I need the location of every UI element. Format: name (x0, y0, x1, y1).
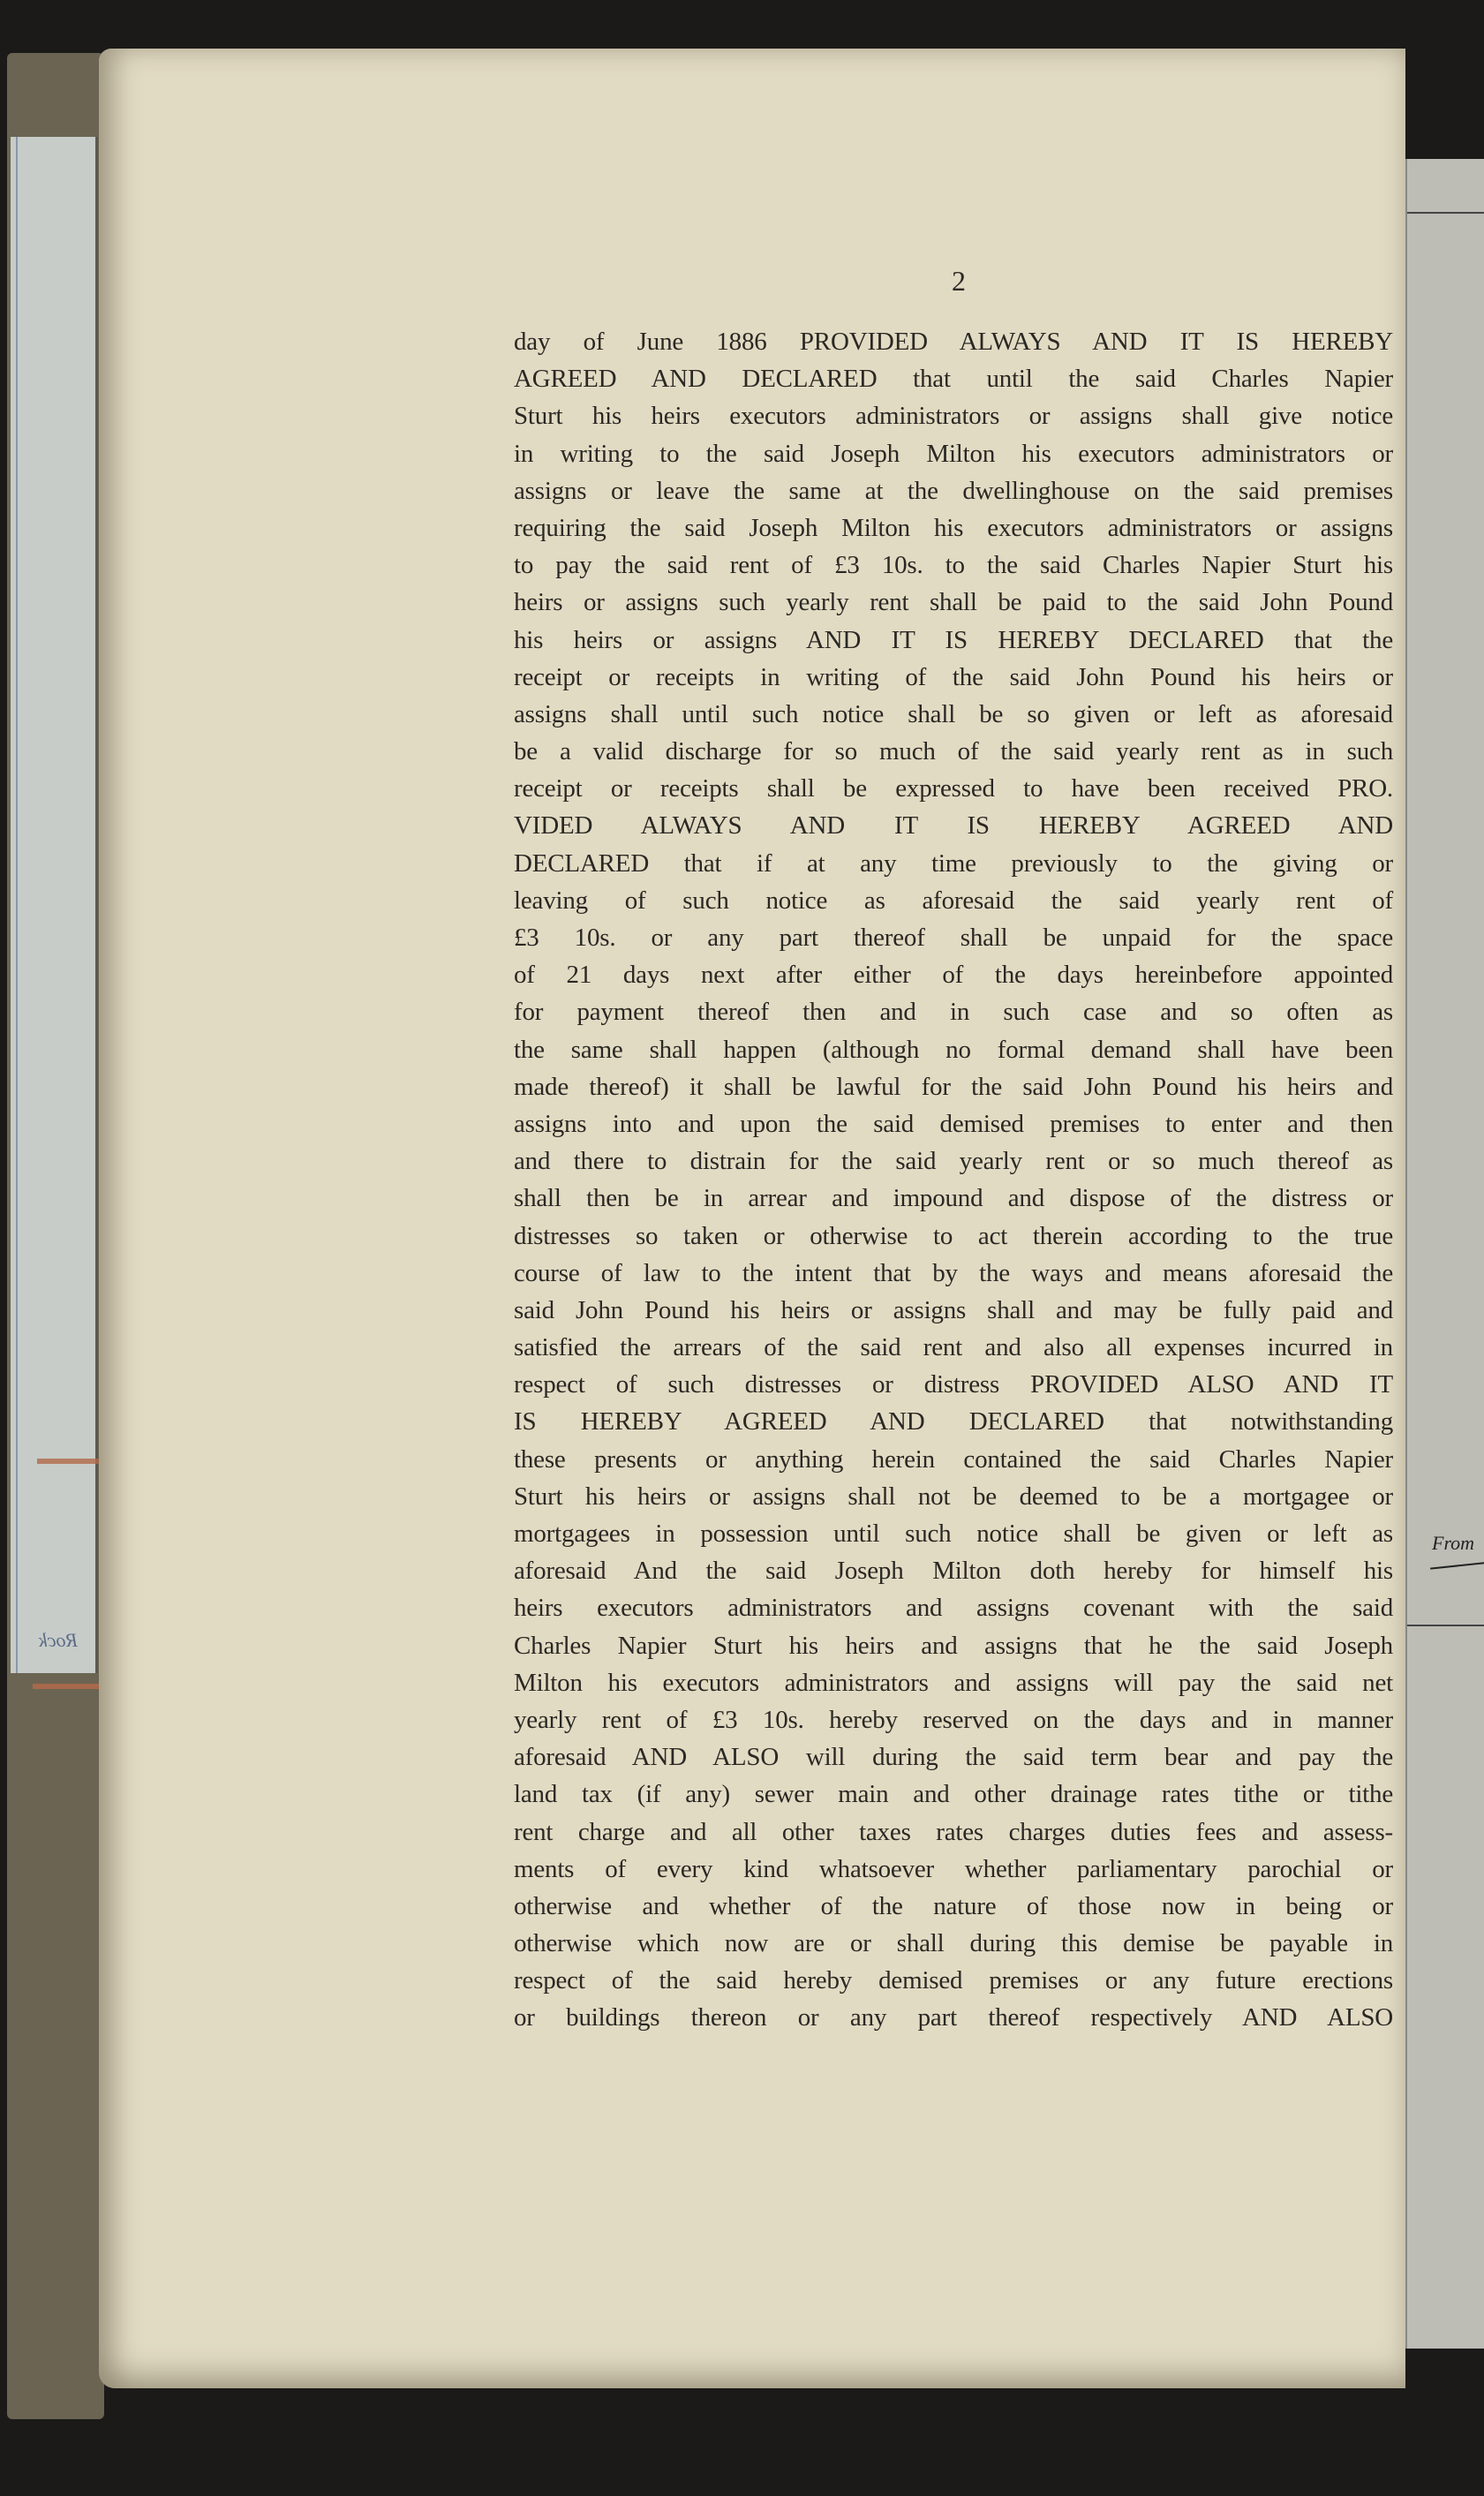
text-line: said John Pound his heirs or assigns shall and may be fully paid and (514, 1295, 1393, 1324)
text-line: satisfied the arrears of the said rent and also all expenses incurred in (514, 1333, 1393, 1362)
text-line: receipt or receipts shall be expressed to have been received PRO. (514, 774, 1393, 803)
text-line: in writing to the said Joseph Milton his executors administrators or (514, 439, 1393, 468)
text-line: Sturt his heirs executors administrators or assigns shall give notice (514, 402, 1393, 431)
handwritten-note: From (1432, 1532, 1475, 1554)
text-line: distresses so taken or otherwise to act therein according to the true (514, 1221, 1393, 1250)
text-line: assigns or leave the same at the dwellinghouse on the said premises (514, 476, 1393, 505)
document-body-text (514, 323, 1393, 2037)
text-line: assigns into and upon the said demised premises to enter and then (514, 1109, 1393, 1138)
text-line: Milton his executors administrators and assigns will pay the said net (514, 1668, 1393, 1697)
text-line: to pay the said rent of £3 10s. to the said Charles Napier Sturt his (514, 551, 1393, 580)
text-line: the same shall happen (although no formal demand shall have been (514, 1035, 1393, 1064)
text-line: respect of the said hereby demised premises or any future erections (514, 1966, 1393, 1995)
text-line: otherwise which now are or shall during this demise be payable in (514, 1929, 1393, 1958)
text-line: requiring the said Joseph Milton his executors administrators or assigns (514, 513, 1393, 542)
text-line: or buildings thereon or any part thereof respectively AND ALSO (514, 2003, 1393, 2032)
red-ink-underline (33, 1684, 108, 1689)
text-line: for payment thereof then and in such case and so often as (514, 998, 1393, 1027)
adjacent-page-edge (1405, 159, 1484, 2349)
text-line: aforesaid And the said Joseph Milton doth hereby for himself his (514, 1557, 1393, 1586)
red-ink-mark (37, 1459, 108, 1464)
text-line: and there to distrain for the said yearly rent or so much thereof as (514, 1147, 1393, 1176)
text-line: made thereof) it shall be lawful for the said John Pound his heirs and (514, 1072, 1393, 1101)
show-through-handwriting: Rock (39, 1629, 78, 1651)
text-line: AGREED AND DECLARED that until the said Charles Napier (514, 365, 1393, 394)
handwritten-underline (1430, 1561, 1484, 1569)
text-line: mortgagees in possession until such notice shall be given or left as (514, 1519, 1393, 1548)
text-line: leaving of such notice as aforesaid the said yearly rent of (514, 886, 1393, 915)
text-line: Charles Napier Sturt his heirs and assigns that he the said Joseph (514, 1631, 1393, 1660)
text-line: heirs executors administrators and assigns covenant with the said (514, 1594, 1393, 1623)
text-line: receipt or receipts in writing of the said John Pound his heirs or (514, 662, 1393, 691)
text-line: land tax (if any) sewer main and other drainage rates tithe or tithe (514, 1780, 1393, 1809)
text-line: course of law to the intent that by the ways and means aforesaid the (514, 1258, 1393, 1287)
text-line: these presents or anything herein contained the said Charles Napier (514, 1444, 1393, 1474)
text-line: yearly rent of £3 10s. hereby reserved on the days and in manner (514, 1705, 1393, 1734)
text-line: £3 10s. or any part thereof shall be unpaid for the space (514, 924, 1393, 952)
page-number: 2 (952, 265, 966, 297)
text-line: be a valid discharge for so much of the said yearly rent as in such (514, 737, 1393, 766)
text-line: of 21 days next after either of the days hereinbefore appointed (514, 961, 1393, 990)
text-line: heirs or assigns such yearly rent shall be paid to the said John Pound (514, 588, 1393, 617)
text-line: shall then be in arrear and impound and dispose of the distress or (514, 1184, 1393, 1213)
text-line: DECLARED that if at any time previously to the giving or (514, 848, 1393, 878)
binding-guard-strip (11, 137, 98, 1673)
text-line: ments of every kind whatsoever whether parliamentary parochial or (514, 1854, 1393, 1883)
text-line: rent charge and all other taxes rates charges duties fees and assess- (514, 1817, 1393, 1846)
text-line: day of June 1886 PROVIDED ALWAYS AND IT IS HEREBY (514, 328, 1393, 356)
text-line: his heirs or assigns AND IT IS HEREBY DECLARED that the (514, 625, 1393, 654)
text-line: IS HEREBY AGREED AND DECLARED that notwithstanding (514, 1407, 1393, 1437)
text-line: otherwise and whether of the nature of those now in being or (514, 1891, 1393, 1920)
text-line: Sturt his heirs or assigns shall not be deemed to be a mortgagee or (514, 1482, 1393, 1511)
ruled-line (1407, 1625, 1484, 1626)
ruled-line (1407, 212, 1484, 214)
text-line: respect of such distresses or distress PROVIDED ALSO AND IT (514, 1370, 1393, 1399)
text-line: assigns shall until such notice shall be so given or left as aforesaid (514, 699, 1393, 728)
text-line: aforesaid AND ALSO will during the said term bear and pay the (514, 1743, 1393, 1772)
text-line: VIDED ALWAYS AND IT IS HEREBY AGREED AND (514, 811, 1393, 841)
strip-rule (16, 137, 18, 1673)
